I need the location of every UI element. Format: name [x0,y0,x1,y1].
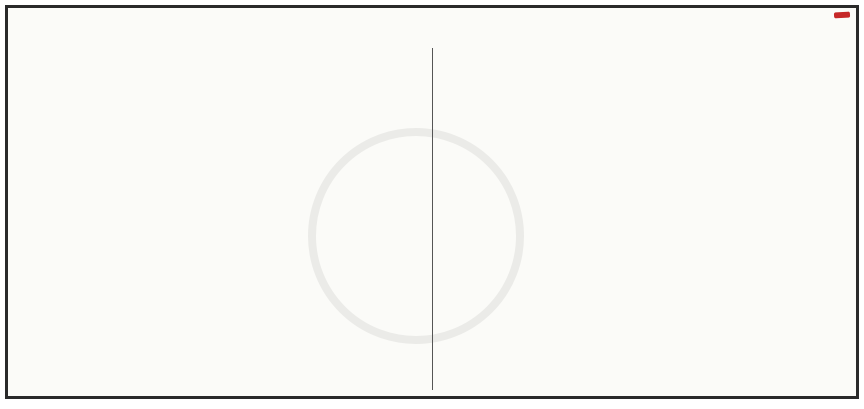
title-bar [8,8,856,44]
left-column [14,48,422,390]
publication-badge [834,12,850,19]
right-column [443,48,851,390]
tender-notice [5,5,859,399]
notice-columns [14,48,850,390]
column-divider [432,48,433,390]
